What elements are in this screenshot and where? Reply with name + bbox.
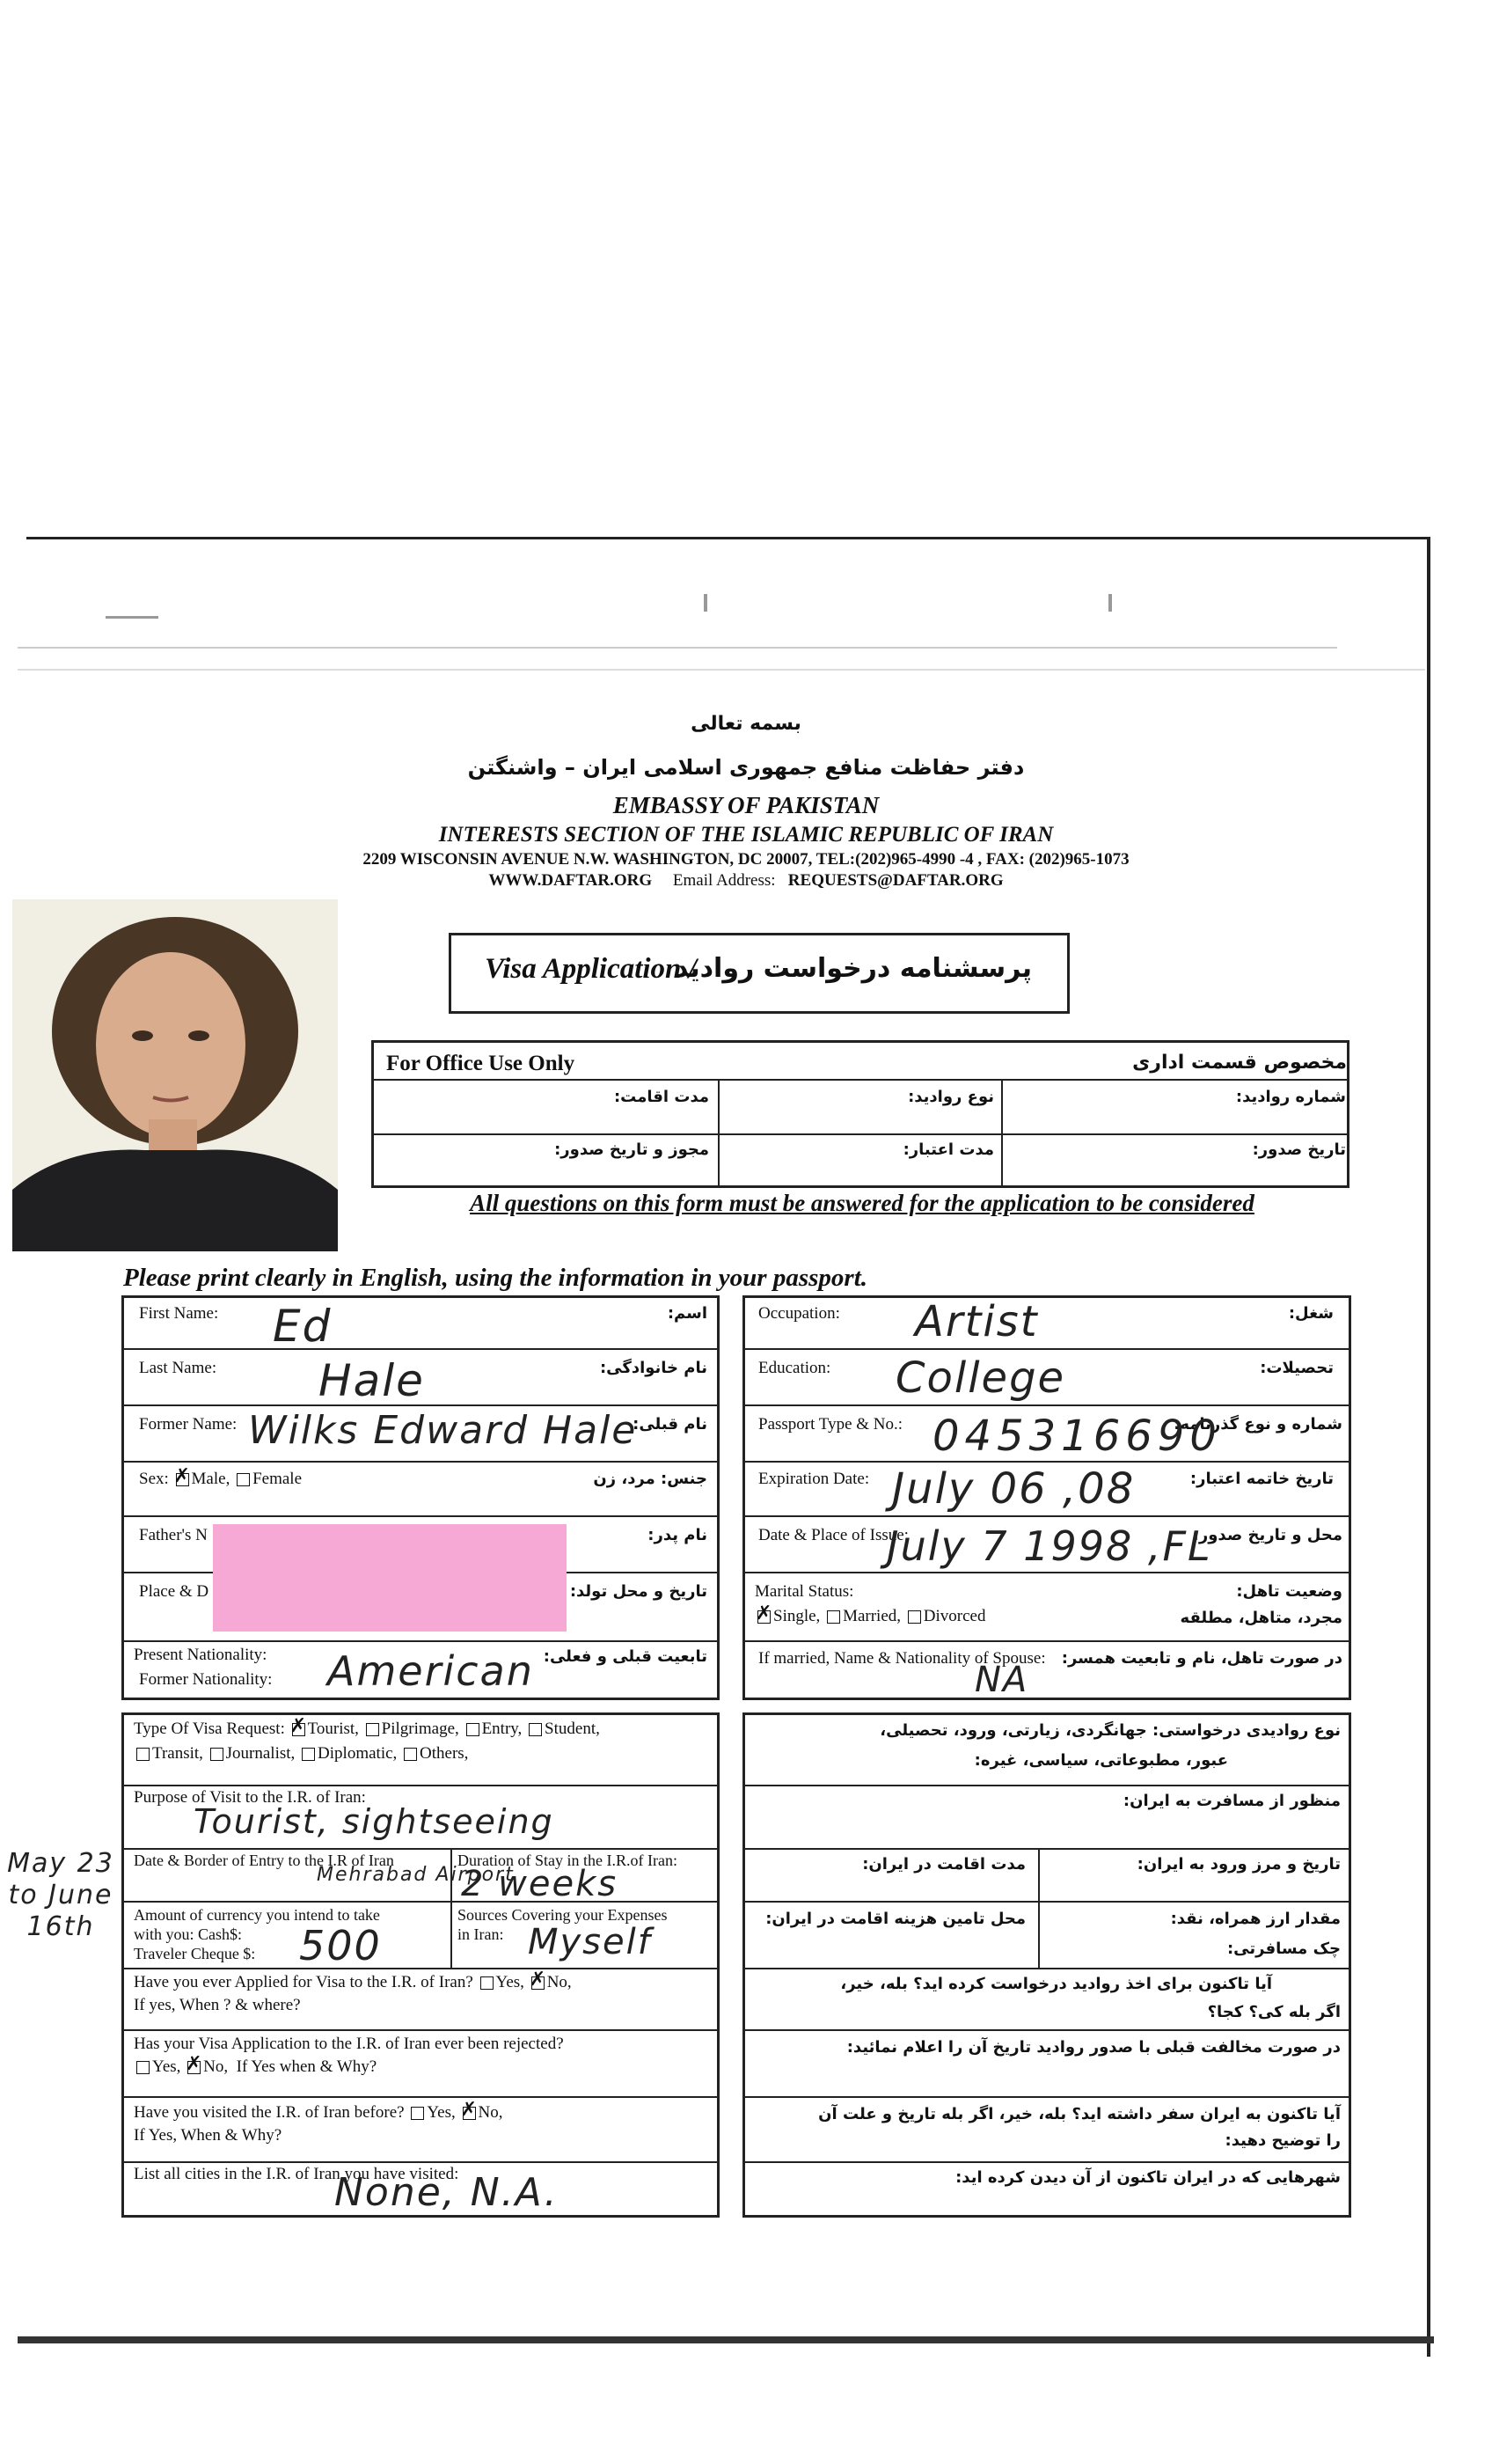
divorced-checkbox[interactable] [908, 1610, 921, 1624]
scan-noise [1108, 594, 1112, 612]
stay-ar: مدت اقامت در ایران: [862, 1855, 1026, 1874]
rule [1001, 1079, 1003, 1188]
entry-label-q: Date & Border of Entry to the I.R of Iran [134, 1852, 394, 1869]
visited-ar-2: را توضیح دهید: [1225, 2131, 1341, 2150]
duration-value[interactable]: 2 weeks [461, 1864, 618, 1904]
male-checkbox[interactable] [176, 1473, 189, 1486]
applied-question: Have you ever Applied for Visa to the I.R. of Iran? [134, 1973, 473, 1991]
transit-label: Transit, [152, 1744, 203, 1763]
title-en: Visa Application / [485, 953, 697, 985]
occupation-value[interactable]: Artist [915, 1297, 1039, 1346]
marital-label: Marital Status: [755, 1582, 854, 1601]
instruction: Please print clearly in English, using the information in your passport. [123, 1264, 867, 1292]
rejected-followup: If Yes when & Why? [236, 2057, 377, 2076]
office-use-title-ar: مخصوص قسمت اداری [1132, 1052, 1347, 1074]
duration-label: Duration of Stay in the I.R.of Iran: [457, 1852, 677, 1869]
visa-type-row1 [134, 1720, 600, 1739]
expiration-value[interactable]: July 06 ,08 [892, 1464, 1136, 1514]
rejected-row [134, 2057, 377, 2077]
visited-followup: If Yes, When & Why? [134, 2126, 282, 2145]
male-label: Male, [191, 1470, 230, 1488]
married-checkbox[interactable] [827, 1610, 840, 1624]
married-label: Married, [843, 1607, 902, 1625]
email-address[interactable]: REQUESTS@DAFTAR.ORG [787, 871, 1004, 890]
visited-question: Have you visited the I.R. of Iran before? [134, 2103, 405, 2122]
applied-yes-checkbox[interactable] [480, 1976, 494, 1990]
applied-followup: If yes, When ? & where? [134, 1996, 301, 2014]
redaction-sticker [213, 1524, 567, 1632]
sources-label-1: Sources Covering your Expenses [457, 1906, 668, 1924]
others-label: Others, [420, 1744, 469, 1763]
applied-ar-2: اگر بله کی؟ کجا؟ [1207, 2003, 1341, 2021]
father-name-label-ar: نام پدر: [647, 1526, 707, 1544]
scan-noise [18, 669, 1425, 671]
rejected-ar: در صورت مخالفت قبلی با صدور روادید تاریخ آن را اعلام نمائید: [846, 2038, 1341, 2057]
rejected-yes-label: Yes, [152, 2057, 181, 2076]
transit-checkbox[interactable] [136, 1748, 150, 1761]
passport-label: Passport Type & No.: [758, 1415, 903, 1434]
purpose-label: Purpose of Visit to the I.R. of Iran: [134, 1788, 366, 1807]
office-cell-permit: مجوز و تاریخ صدور: [554, 1140, 709, 1159]
former-name-label: Former Name: [139, 1415, 238, 1434]
female-checkbox[interactable] [237, 1473, 250, 1486]
single-label: Single, [773, 1607, 821, 1625]
nationality-value[interactable]: American [327, 1647, 534, 1695]
rule [121, 2029, 720, 2031]
rule [718, 1079, 720, 1188]
rule [121, 1515, 720, 1517]
rule [121, 1640, 720, 1642]
occupation-label: Occupation: [758, 1304, 840, 1323]
rule [742, 1901, 1351, 1903]
tourist-label: Tourist, [307, 1720, 359, 1738]
applied-no-label: No, [546, 1973, 572, 1991]
others-checkbox[interactable] [404, 1748, 417, 1761]
rule [742, 1461, 1351, 1463]
rule [742, 1572, 1351, 1573]
passport-value[interactable]: 045316690 [933, 1412, 1222, 1461]
title-ar: پرسشنامه درخواست روادید [675, 953, 1032, 984]
currency-label-2: with you: Cash$: [134, 1925, 243, 1943]
single-checkbox[interactable] [757, 1610, 771, 1624]
sex-label: Sex: [139, 1470, 169, 1488]
rule [121, 1968, 720, 1969]
present-nationality-label: Present Nationality: [134, 1646, 267, 1664]
marital-label-ar: وضعیت تاهل: [1236, 1582, 1342, 1601]
address: 2209 WISCONSIN AVENUE N.W. WASHINGTON, DC 20007, TEL:(202)965-4990 -4 , FAX: (202)965-1073 [362, 850, 1130, 869]
title-box [449, 933, 1070, 1014]
spouse-value[interactable]: NA [975, 1660, 1029, 1700]
office-cell-visa-type: نوع روادید: [908, 1088, 994, 1106]
currency-label-1: Amount of currency you intend to take [134, 1906, 380, 1924]
scan-edge [18, 2336, 1434, 2343]
office-use-box [371, 1040, 1349, 1188]
visited-row [134, 2103, 502, 2123]
occupation-label-ar: شغل: [1288, 1304, 1334, 1323]
journalist-label: Journalist, [225, 1744, 296, 1763]
rejected-no-checkbox[interactable] [187, 2061, 201, 2074]
expiration-label: Expiration Date: [758, 1470, 870, 1488]
last-name-value[interactable]: Hale [318, 1355, 425, 1406]
rule [1038, 1848, 1040, 1968]
currency-value[interactable]: 500 [299, 1922, 382, 1969]
divorced-label: Divorced [923, 1607, 986, 1625]
office-cell-issue-date: تاریخ صدور: [1252, 1140, 1346, 1159]
rule [742, 1968, 1351, 1969]
first-name-label: First Name: [139, 1304, 219, 1323]
scan-noise [704, 594, 707, 612]
notice: All questions on this form must be answered for the application to be considered [470, 1190, 1254, 1216]
web-line [0, 871, 1492, 891]
scan-noise [106, 616, 158, 619]
rule [121, 1461, 720, 1463]
applied-ar-1: آیا تاکنون برای اخذ روادید درخواست کرده اید؟ بله، خیر، [840, 1975, 1272, 1993]
rule [371, 1079, 1349, 1081]
issue-value[interactable]: July 7 1998 ,FL [887, 1522, 1212, 1570]
visited-ar-1: آیا تاکنون به ایران سفر داشته اید؟ بله، خیر، اگر بله تاریخ و علت آن [818, 2105, 1341, 2123]
rejected-no-label: No, [203, 2057, 229, 2076]
sources-value[interactable]: Myself [528, 1922, 652, 1962]
office-title-ar: دفتر حفاظت منافع جمهوری اسلامی ایران – واشنگتن [467, 755, 1025, 780]
cities-ar: شهرهایی که در ایران تاکنون از آن دیدن کرده اید: [955, 2168, 1341, 2187]
purpose-ar: منظور از مسافرت به ایران: [1123, 1792, 1341, 1810]
rule [121, 2096, 720, 2098]
student-label: Student, [545, 1720, 600, 1738]
sex-label-ar: جنس: مرد، زن [593, 1470, 707, 1488]
rule [742, 1848, 1351, 1850]
education-value[interactable]: College [896, 1353, 1066, 1403]
spouse-label-ar: در صورت تاهل، نام و تابعیت همسر: [1061, 1649, 1342, 1668]
rejected-yes-checkbox[interactable] [136, 2061, 150, 2074]
expiration-label-ar: تاریخ خاتمه اعتبار: [1189, 1470, 1334, 1488]
first-name-label-ar: اسم: [667, 1304, 707, 1323]
rule [742, 1348, 1351, 1350]
former-name-value[interactable]: Wilks Edward Hale [248, 1408, 638, 1453]
diplomatic-label: Diplomatic, [318, 1744, 398, 1763]
former-nationality-label: Former Nationality: [139, 1670, 273, 1689]
visa-type-label: Type Of Visa Request: [134, 1720, 285, 1738]
office-use-title: For Office Use Only [386, 1052, 575, 1075]
applied-no-checkbox[interactable] [531, 1976, 545, 1990]
applied-row [134, 1973, 572, 1992]
visited-no-label: No, [478, 2103, 503, 2122]
diplomatic-checkbox[interactable] [302, 1748, 315, 1761]
pilgrimage-label: Pilgrimage, [381, 1720, 459, 1738]
website[interactable]: WWW.DAFTAR.ORG [488, 871, 653, 890]
rule [121, 2161, 720, 2163]
office-cell-stay: مدت اقامت: [613, 1088, 709, 1106]
rule [742, 1515, 1351, 1517]
spouse-label: If married, Name & Nationality of Spouse: [758, 1649, 1046, 1668]
rule [742, 1640, 1351, 1642]
rule [121, 1901, 720, 1903]
cities-value[interactable]: None, N.A. [334, 2170, 559, 2215]
applicant-photo [12, 899, 338, 1251]
rule [742, 1785, 1351, 1786]
rule [371, 1133, 1349, 1135]
entry-checkbox[interactable] [466, 1723, 479, 1736]
nationality-label-ar: تابعیت قبلی و فعلی: [543, 1647, 707, 1666]
birth-place-label-ar: تاریخ و محل تولد: [569, 1582, 707, 1601]
embassy-title: EMBASSY OF PAKISTAN [612, 792, 880, 818]
rejected-question: Has your Visa Application to the I.R. of Iran ever been rejected? [134, 2035, 564, 2053]
currency-ar-2: چک مسافرتی: [1226, 1940, 1341, 1958]
rule [121, 1348, 720, 1350]
rule [742, 1404, 1351, 1406]
sources-label-2: in Iran: [457, 1925, 504, 1943]
rule [121, 1848, 720, 1850]
entry-label: Entry, [481, 1720, 523, 1738]
visited-yes-checkbox[interactable] [411, 2107, 424, 2120]
email-label: Email Address: [672, 871, 776, 890]
tourist-checkbox[interactable] [292, 1723, 305, 1736]
former-name-label-ar: نام قبلی: [633, 1415, 707, 1434]
visa-type-ar-2: عبور، مطبوعاتی، سیاسی، غیره: [974, 1751, 1228, 1770]
education-label-ar: تحصیلات: [1260, 1359, 1334, 1377]
issue-label-ar: محل و تاریخ صدور: [1192, 1526, 1342, 1544]
last-name-label-ar: نام خانوادگی: [599, 1359, 707, 1377]
office-cell-validity: مدت اعتبار: [903, 1140, 994, 1159]
father-name-label: Father's N [139, 1526, 208, 1544]
cities-question: List all cities in the I.R. of Iran you have visited: [134, 2165, 459, 2183]
marital-options-ar: مجرد، متاهل، مطلقه [1180, 1609, 1342, 1627]
passport-label-ar: شماره و نوع گذرنامه: [1174, 1415, 1342, 1434]
birth-place-label: Place & D [139, 1582, 209, 1601]
applied-yes-label: Yes, [495, 1973, 524, 1991]
currency-ar-1: مقدار ارز همراه، نقد: [1170, 1910, 1341, 1928]
visited-no-checkbox[interactable] [463, 2107, 476, 2120]
rule [742, 2161, 1351, 2163]
first-name-value[interactable]: Ed [273, 1301, 333, 1352]
female-label: Female [252, 1470, 303, 1488]
issue-label: Date & Place of Issue: [758, 1526, 909, 1544]
rule [742, 2029, 1351, 2031]
student-checkbox[interactable] [529, 1723, 542, 1736]
rule [742, 2096, 1351, 2098]
journalist-checkbox[interactable] [210, 1748, 223, 1761]
bismillah: بسمه تعالی [691, 713, 801, 735]
currency-label-3: Traveler Cheque $: [134, 1945, 256, 1962]
visa-type-ar-1: نوع روادیدی درخواستی: جهانگردی، زیارتی، ورود، تحصیلی، [880, 1721, 1341, 1740]
last-name-label: Last Name: [139, 1359, 217, 1377]
interests-title: INTERESTS SECTION OF THE ISLAMIC REPUBLIC OF IRAN [438, 823, 1054, 847]
visited-yes-label: Yes, [427, 2103, 456, 2122]
visa-type-row2 [134, 1744, 468, 1764]
scan-noise [18, 647, 1337, 649]
margin-note: May 23 to June 16th [7, 1848, 114, 1942]
education-label: Education: [758, 1359, 831, 1377]
marital-options [755, 1607, 985, 1626]
rule [121, 1785, 720, 1786]
entry-value[interactable]: Mehrabad Airport [317, 1864, 515, 1886]
entry-ar: تاریخ و مرز ورود به ایران: [1137, 1855, 1341, 1874]
office-cell-visa-number: شماره روادید: [1235, 1088, 1346, 1106]
sources-ar: محل تامین هزینه اقامت در ایران: [765, 1910, 1026, 1928]
purpose-value[interactable]: Tourist, sightseeing [194, 1802, 554, 1841]
pilgrimage-checkbox[interactable] [366, 1723, 379, 1736]
sex-row [139, 1470, 302, 1489]
